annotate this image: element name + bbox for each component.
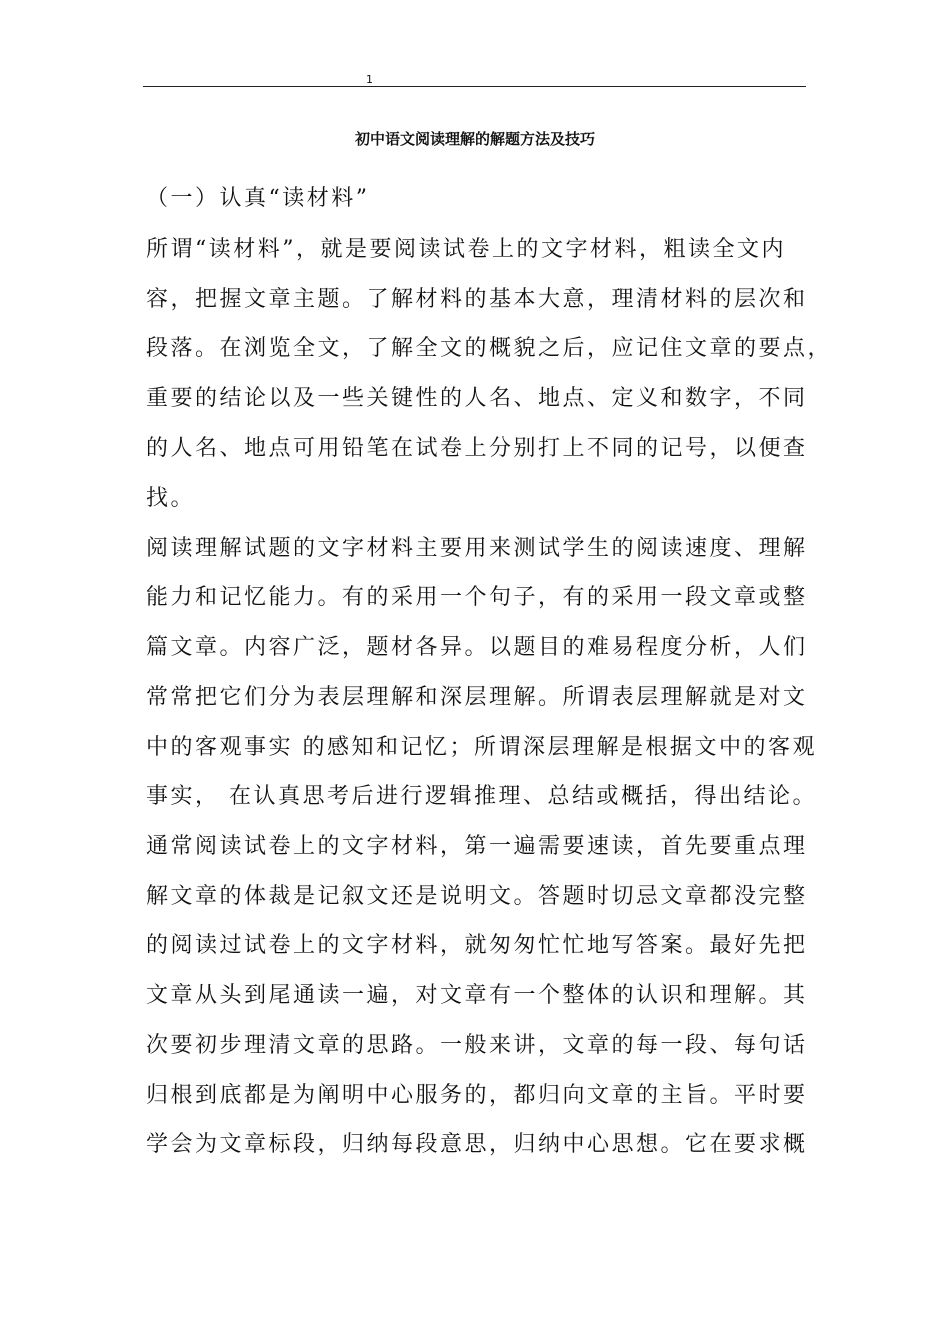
text-line: 解文章的体裁是记叙文还是说明文。答题时切忌文章都没完整 <box>146 884 808 909</box>
text-line: 篇文章。内容广泛，题材各异。以题目的难易程度分析，人们 <box>146 635 808 660</box>
page-number: 1 <box>366 73 373 86</box>
section-heading: （一）认真“读材料” <box>146 186 370 211</box>
text-line: 段落。在浏览全文，了解全文的概貌之后，应记住文章的要点， <box>146 336 833 361</box>
text-line: 所谓“读材料”，就是要阅读试卷上的文字材料，粗读全文内 <box>146 237 786 262</box>
text-line: 重要的结论以及一些关键性的人名、地点、定义和数字，不同 <box>146 386 808 411</box>
text-line: 学会为文章标段，归纳每段意思，归纳中心思想。它在要求概 <box>146 1132 808 1157</box>
text-line: 次要初步理清文章的思路。一般来讲，文章的每一段、每句话 <box>146 1033 808 1058</box>
text-line: 中的客观事实 的感知和记忆；所谓深层理解是根据文中的客观 <box>146 735 817 760</box>
text-line: 能力和记忆能力。有的采用一个句子，有的采用一段文章或整 <box>146 585 808 610</box>
text-line: 事实， 在认真思考后进行逻辑推理、总结或概括，得出结论。 <box>146 784 817 809</box>
text-line: 通常阅读试卷上的文字材料，第一遍需要速读，首先要重点理 <box>146 834 808 859</box>
text-line: 文章从头到尾通读一遍，对文章有一个整体的认识和理解。其 <box>146 983 808 1008</box>
document-title: 初中语文阅读理解的解题方法及技巧 <box>354 130 595 148</box>
text-line: 的人名、地点可用铅笔在试卷上分别打上不同的记号，以便查 <box>146 436 808 461</box>
text-line: 常常把它们分为表层理解和深层理解。所谓表层理解就是对文 <box>146 685 808 710</box>
text-line: 找。 <box>146 486 196 511</box>
text-line: 阅读理解试题的文字材料主要用来测试学生的阅读速度、理解 <box>146 536 808 561</box>
text-line: 容，把握文章主题。了解材料的基本大意，理清材料的层次和 <box>146 287 808 312</box>
text-line: 归根到底都是为阐明中心服务的，都归向文章的主旨。平时要 <box>146 1083 808 1108</box>
header-rule <box>143 86 806 87</box>
text-line: 的阅读过试卷上的文字材料，就匆匆忙忙地写答案。最好先把 <box>146 933 808 958</box>
